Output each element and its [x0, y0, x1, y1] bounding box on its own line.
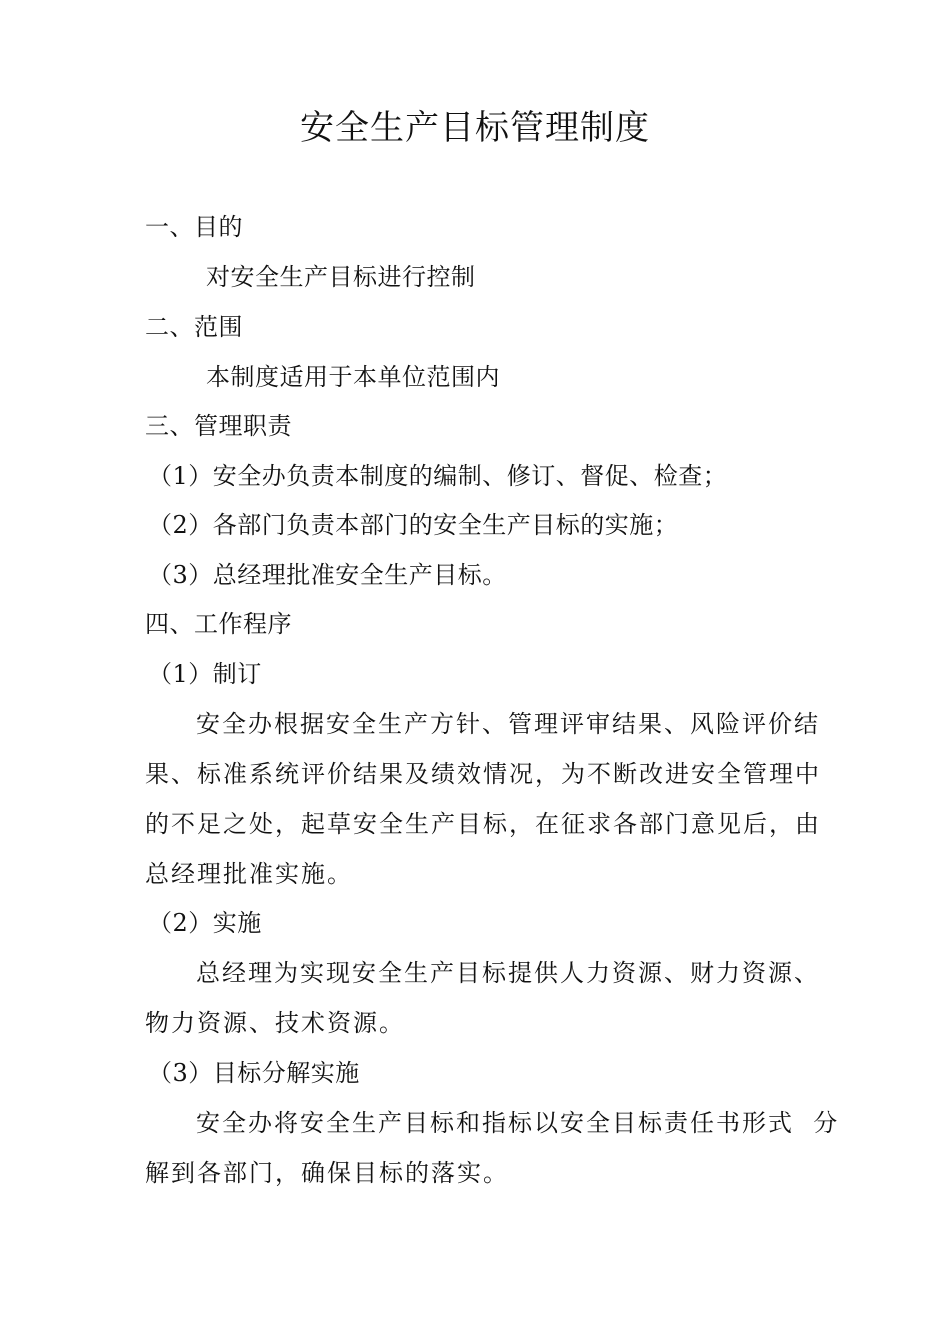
responsibility-item: （2）各部门负责本部门的安全生产目标的实施；	[148, 511, 679, 539]
section-heading-responsibilities: 三、管理职责	[145, 412, 292, 440]
subsection-heading-implement: （2）实施	[148, 909, 262, 937]
section-body-purpose: 对安全生产目标进行控制	[206, 263, 476, 291]
section-heading-purpose: 一、目的	[145, 213, 243, 241]
paragraph-line: 果、标准系统评价结果及绩效情况，为不断改进安全管理中	[145, 760, 821, 788]
paragraph-line: 安全办将安全生产目标和指标以安全目标责任书形式 分	[196, 1109, 840, 1137]
paragraph-line: 解到各部门，确保目标的落实。	[145, 1159, 509, 1187]
section-heading-scope: 二、范围	[145, 313, 243, 341]
responsibility-item: （3）总经理批准安全生产目标。	[148, 561, 507, 589]
section-body-scope: 本制度适用于本单位范围内	[206, 363, 500, 391]
document-title: 安全生产目标管理制度	[300, 108, 650, 148]
paragraph-line: 安全办根据安全生产方针、管理评审结果、风险评价结	[196, 710, 820, 738]
responsibility-item: （1）安全办负责本制度的编制、修订、督促、检查；	[148, 462, 728, 490]
subsection-heading-decompose: （3）目标分解实施	[148, 1059, 360, 1087]
paragraph-line: 总经理为实现安全生产目标提供人力资源、财力资源、	[196, 959, 820, 987]
paragraph-line: 总经理批准实施。	[145, 860, 353, 888]
paragraph-line: 物力资源、技术资源。	[145, 1009, 405, 1037]
paragraph-line: 的不足之处，起草安全生产目标，在征求各部门意见后，由	[145, 810, 821, 838]
section-heading-procedure: 四、工作程序	[145, 610, 292, 638]
subsection-heading-formulate: （1）制订	[148, 660, 262, 688]
